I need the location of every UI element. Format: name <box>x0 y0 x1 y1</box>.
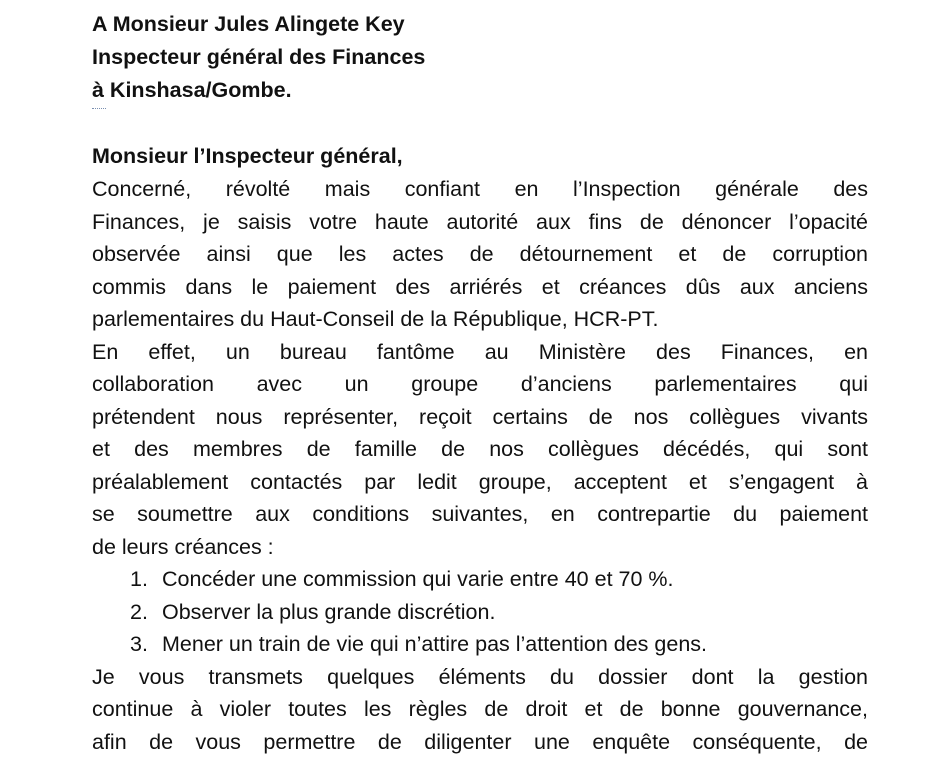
text-line: commis dans le paiement des arriérés et créances dûs aux anciens <box>92 274 868 299</box>
list-item-number: 3. <box>130 632 148 656</box>
recipient-name: A Monsieur Jules Alingete Key <box>92 12 405 36</box>
text-line: préalablement contactés par ledit groupe, acceptent et s’engagent à <box>92 469 868 494</box>
text-line: de leurs créances : <box>92 534 274 559</box>
letter-body <box>92 173 868 758</box>
paragraph-1 <box>92 173 868 336</box>
list-item-text: Observer la plus grande discrétion. <box>162 599 496 624</box>
list-item-text: Mener un train de vie qui n’attire pas l’attention des gens. <box>162 632 707 656</box>
conditions-list <box>92 563 868 661</box>
list-item <box>92 563 868 596</box>
recipient-location: à Kinshasa/Gombe. <box>92 78 292 102</box>
paragraph-3 <box>92 661 868 759</box>
recipient-title: Inspecteur général des Finances <box>92 45 426 69</box>
text-line: Je vous transmets quelques éléments du dossier dont la gestion <box>92 664 868 689</box>
list-item <box>92 628 868 661</box>
spellcheck-underline <box>92 104 106 109</box>
paragraph-2 <box>92 336 868 564</box>
text-line: En effet, un bureau fantôme au Ministère des Finances, en <box>92 339 868 364</box>
text-line: Finances, je saisis votre haute autorité aux fins de dénoncer l’opacité <box>92 209 868 234</box>
list-item-number: 2. <box>130 599 148 624</box>
text-line: collaboration avec un groupe d’anciens parlementaires qui <box>92 372 868 396</box>
text-line: parlementaires du Haut-Conseil de la République, HCR-PT. <box>92 307 659 331</box>
list-item-number: 1. <box>130 567 148 591</box>
text-line: observée ainsi que les actes de détournement et de corruption <box>92 242 868 266</box>
list-item <box>92 596 868 629</box>
text-line: Concerné, révolté mais confiant en l’Inspection générale des <box>92 177 868 201</box>
text-line: prétendent nous représenter, reçoit certains de nos collègues vivants <box>92 404 868 429</box>
text-line: et des membres de famille de nos collègues décédés, qui sont <box>92 437 868 461</box>
text-line: afin de vous permettre de diligenter une enquête conséquente, de <box>92 729 868 754</box>
text-line: se soumettre aux conditions suivantes, en contrepartie du paiement <box>92 502 868 526</box>
text-line: continue à violer toutes les règles de droit et de bonne gouvernance, <box>92 697 868 721</box>
list-item-text: Concéder une commission qui varie entre 40 et 70 %. <box>162 567 674 591</box>
salutation: Monsieur l’Inspecteur général, <box>92 144 403 168</box>
